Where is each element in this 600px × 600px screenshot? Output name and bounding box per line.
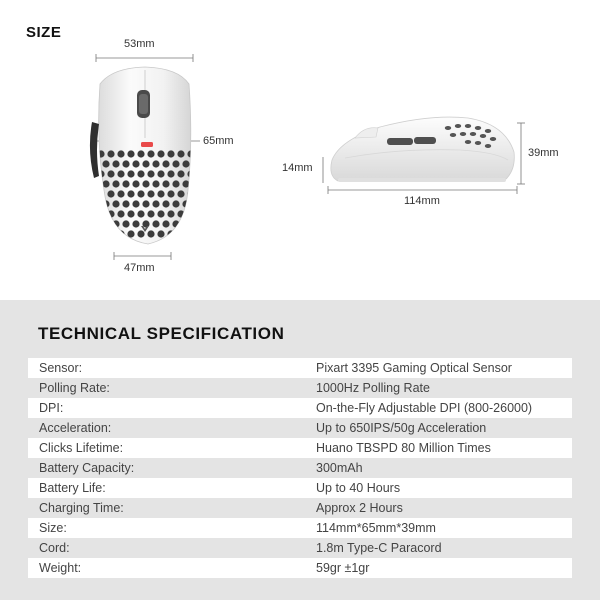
honeycomb-hole <box>122 160 129 167</box>
spec-table <box>28 358 572 578</box>
side-height-label: 39mm <box>528 147 559 159</box>
honeycomb-hole <box>187 150 194 157</box>
honeycomb-hole <box>112 200 119 207</box>
honeycomb-hole <box>142 160 149 167</box>
honeycomb-hole <box>132 180 139 187</box>
honeycomb-hole <box>167 150 174 157</box>
honeycomb-hole <box>187 190 194 197</box>
honeycomb-hole <box>117 210 124 217</box>
spec-value: Up to 40 Hours <box>316 481 401 495</box>
honeycomb-hole <box>187 230 194 237</box>
spec-value: Up to 650IPS/50g Acceleration <box>316 421 487 435</box>
honeycomb-hole <box>490 137 496 141</box>
honeycomb-hole <box>122 180 129 187</box>
bottom-width-label: 47mm <box>124 262 155 274</box>
spec-row <box>28 358 572 378</box>
honeycomb-hole <box>192 220 199 227</box>
honeycomb-hole <box>465 140 471 144</box>
honeycomb-hole <box>182 220 189 227</box>
spec-label: Clicks Lifetime: <box>39 441 124 455</box>
honeycomb-hole <box>192 200 199 207</box>
honeycomb-hole <box>137 190 144 197</box>
spec-label: Weight: <box>39 561 82 575</box>
honeycomb-hole <box>147 170 154 177</box>
honeycomb-hole <box>107 150 114 157</box>
spec-row <box>28 398 572 418</box>
honeycomb-hole <box>187 210 194 217</box>
honeycomb-hole <box>127 150 134 157</box>
honeycomb-hole <box>187 170 194 177</box>
honeycomb-hole <box>107 230 114 237</box>
honeycomb-hole <box>127 190 134 197</box>
honeycomb-hole <box>480 134 486 138</box>
spec-value: Huano TBSPD 80 Million Times <box>316 441 491 455</box>
honeycomb-hole <box>485 144 491 148</box>
honeycomb-hole <box>127 230 134 237</box>
honeycomb-hole <box>137 150 144 157</box>
honeycomb-hole <box>177 170 184 177</box>
spec-value: 1.8m Type-C Paracord <box>316 541 442 555</box>
honeycomb-hole <box>152 180 159 187</box>
top-length-label: 65mm <box>203 135 234 147</box>
honeycomb-hole <box>117 230 124 237</box>
honeycomb-hole <box>475 141 481 145</box>
honeycomb-hole <box>107 170 114 177</box>
honeycomb-hole <box>137 170 144 177</box>
honeycomb-hole <box>177 210 184 217</box>
honeycomb-hole <box>455 124 461 128</box>
spec-label: Acceleration: <box>39 421 112 435</box>
honeycomb-hole <box>157 230 164 237</box>
honeycomb-hole <box>192 160 199 167</box>
honeycomb-hole <box>97 190 104 197</box>
honeycomb-hole <box>167 170 174 177</box>
honeycomb-hole <box>137 210 144 217</box>
honeycomb-hole <box>192 180 199 187</box>
honeycomb-hole <box>137 230 144 237</box>
honeycomb-hole <box>97 210 104 217</box>
side-front-height-label: 14mm <box>282 162 313 174</box>
honeycomb-hole <box>102 160 109 167</box>
spec-label: DPI: <box>39 401 64 415</box>
spec-title: TECHNICAL SPECIFICATION <box>38 324 285 343</box>
spec-value: 59gr ±1gr <box>316 561 370 575</box>
mouse-side-view <box>331 117 514 182</box>
honeycomb-hole <box>97 150 104 157</box>
spec-row <box>28 478 572 498</box>
honeycomb-hole <box>132 220 139 227</box>
honeycomb-hole <box>162 220 169 227</box>
honeycomb-hole <box>142 200 149 207</box>
spec-value: On-the-Fly Adjustable DPI (800-26000) <box>316 401 533 415</box>
honeycomb-hole <box>172 180 179 187</box>
honeycomb-hole <box>152 160 159 167</box>
honeycomb-hole <box>147 230 154 237</box>
spec-label: Battery Life: <box>39 481 106 495</box>
honeycomb-hole <box>157 170 164 177</box>
top-width-dimension <box>96 54 193 62</box>
honeycomb-hole <box>450 133 456 137</box>
spec-section <box>0 300 600 600</box>
honeycomb-hole <box>157 150 164 157</box>
honeycomb-hole <box>167 190 174 197</box>
honeycomb-hole <box>102 220 109 227</box>
spec-label: Sensor: <box>39 361 83 375</box>
honeycomb-hole <box>475 126 481 130</box>
honeycomb-hole <box>177 150 184 157</box>
honeycomb-hole <box>127 170 134 177</box>
bottom-width-dimension <box>114 252 171 260</box>
honeycomb-hole <box>132 160 139 167</box>
size-title: SIZE <box>26 24 62 41</box>
side-height-dimension <box>517 123 525 184</box>
honeycomb-hole <box>117 150 124 157</box>
honeycomb-hole <box>182 160 189 167</box>
spec-value: Pixart 3395 Gaming Optical Sensor <box>316 361 512 375</box>
spec-row <box>28 378 572 398</box>
honeycomb-hole <box>157 210 164 217</box>
spec-label: Polling Rate: <box>39 381 110 395</box>
honeycomb-hole <box>172 160 179 167</box>
honeycomb-hole <box>107 190 114 197</box>
spec-value: 1000Hz Polling Rate <box>316 381 430 395</box>
honeycomb-hole <box>157 190 164 197</box>
spec-label: Size: <box>39 521 67 535</box>
top-width-label: 53mm <box>124 38 155 50</box>
honeycomb-hole <box>445 126 451 130</box>
spec-label: Cord: <box>39 541 70 555</box>
honeycomb-hole <box>470 132 476 136</box>
spec-value: 114mm*65mm*39mm <box>316 521 436 535</box>
spec-row <box>28 458 572 478</box>
honeycomb-hole <box>460 132 466 136</box>
honeycomb-hole <box>122 220 129 227</box>
honeycomb-hole <box>127 210 134 217</box>
spec-row <box>28 538 572 558</box>
honeycomb-hole <box>167 210 174 217</box>
honeycomb-hole <box>117 170 124 177</box>
spec-label: Battery Capacity: <box>39 461 135 475</box>
spec-row <box>28 518 572 538</box>
spec-row <box>28 438 572 458</box>
honeycomb-hole <box>112 160 119 167</box>
side-length-label: 114mm <box>404 195 440 207</box>
mouse-top-view <box>90 67 200 244</box>
honeycomb-hole <box>485 129 491 133</box>
honeycomb-hole <box>152 200 159 207</box>
honeycomb-hole <box>162 200 169 207</box>
spec-row <box>28 418 572 438</box>
honeycomb-hole <box>132 200 139 207</box>
spec-row <box>28 558 572 578</box>
spec-label: Charging Time: <box>39 501 124 515</box>
honeycomb-hole <box>162 160 169 167</box>
honeycomb-hole <box>172 200 179 207</box>
honeycomb-hole <box>152 220 159 227</box>
honeycomb-hole <box>167 230 174 237</box>
honeycomb-hole <box>177 190 184 197</box>
honeycomb-hole <box>117 190 124 197</box>
honeycomb-hole <box>177 230 184 237</box>
honeycomb-hole <box>147 210 154 217</box>
honeycomb-hole <box>122 200 129 207</box>
honeycomb-hole <box>162 180 169 187</box>
spec-value: Approx 2 Hours <box>316 501 403 515</box>
honeycomb-hole <box>142 180 149 187</box>
spec-value: 300mAh <box>316 461 363 475</box>
honeycomb-hole <box>97 230 104 237</box>
honeycomb-hole <box>112 180 119 187</box>
honeycomb-hole <box>147 190 154 197</box>
spec-row <box>28 498 572 518</box>
honeycomb-hole <box>147 150 154 157</box>
honeycomb-hole <box>102 180 109 187</box>
side-length-dimension <box>328 186 517 194</box>
honeycomb-hole <box>465 124 471 128</box>
